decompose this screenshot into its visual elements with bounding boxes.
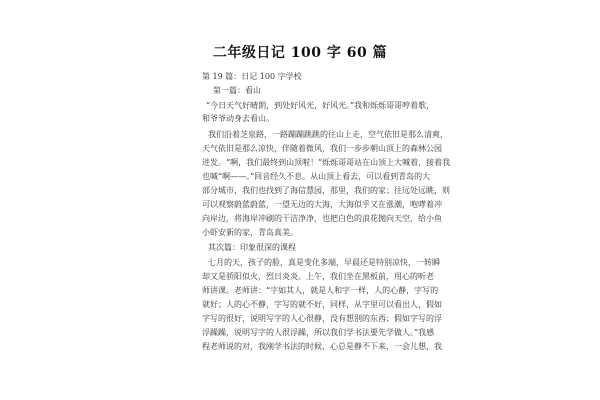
paragraph-line: 天气依旧是那么凉快，伴随着微风，我们一步步朝山顶上的森林公园: [202, 144, 442, 153]
paragraph-line: 和爷爷动身去看山。: [202, 114, 274, 123]
paragraph-line: 向岸边，将海岸冲刷的干洁净净，也把白色的浪花抛向天空，给小鱼: [202, 214, 442, 223]
paragraph-line: 部分城市，我们也找到了海信慧园，那里，我们的家；往远处远眺，则: [202, 186, 450, 195]
paragraph-line: 我们沿着芝泉路，一路蹦蹦跳跳的往山上走，空气依旧是那么清爽，: [208, 130, 448, 139]
paragraph-line: 小虾安新的家，青岛真美。: [202, 228, 298, 237]
paragraph-line: 字写的很好，说明写字的人心很静，没有想别的东西；假如字写的浮: [202, 314, 442, 323]
paragraph-line: 浮躁躁，说明写字的人很浮躁，所以我们学书法要先学做人。”我感: [202, 328, 435, 337]
paragraph-line: 就好；人的心不静，字写的就不好，同样，从字里可以看出人，假如: [202, 300, 442, 309]
paragraph-line: 可以观察蔚蓝蔚蓝，一望无边的大海，大海似乎又在涨潮，咆哮着冲: [202, 200, 442, 209]
paragraph-line: 进发。“啊，我们最终到山顶啦！”烁烁哥哥站在山顶上大喊着，接着我: [202, 158, 451, 167]
paragraph-line: 却又是骄阳似火，烈日炎炎。上午，我们坐在黑板前，用心的听老: [202, 272, 434, 281]
paragraph-line: 程老师说的对，我刚学书法的时候，心总是静不下来，一会儿想，我: [202, 342, 442, 351]
paragraph-line: 七月的天，孩子的脸，真是变化多端，早晨还是特别凉快，一转瞬: [208, 258, 440, 267]
document-title: 二年级日记 100 字 60 篇: [212, 45, 388, 61]
paragraph-line: “今日天气好晴朗，到处好风光，好风光。”我和烁烁哥哥哼着歌，: [206, 101, 435, 110]
section-subheading: 其次篇：印象很深的课程: [208, 243, 296, 252]
section-heading: 第 19 篇：日记 100 字学校: [202, 72, 302, 81]
paragraph-line: 师讲课。老师讲：“字如其人，就是人和字一样，人的心静，字写的: [202, 286, 439, 295]
paragraph-line: 也喊“啊——。”回音经久不息。从山顶上看去，可以看到青岛的大: [202, 172, 431, 181]
section-subheading: 第一篇：看山: [213, 86, 261, 95]
